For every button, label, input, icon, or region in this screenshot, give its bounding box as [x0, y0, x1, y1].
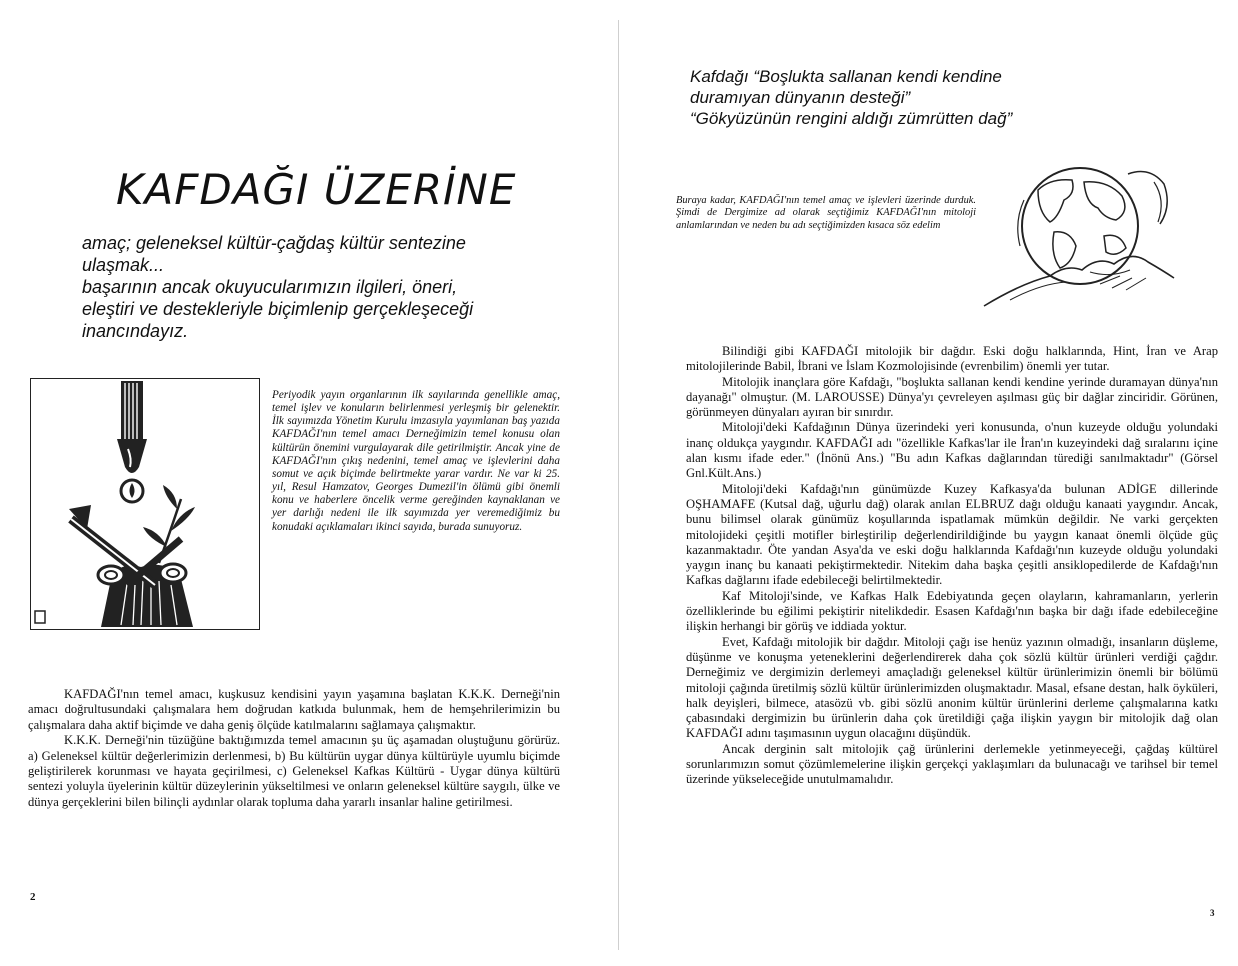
paragraph: Evet, Kafdağı mitolojik bir dağdır. Mitoloji çağı ise henüz yazının olmadığı, insanların düşleme, düşünme ve konuşma yeteneklerini değerlendirerek daha çok sözlü kültür ürünleri verdiği çağdır. Derneğimiz ve dergimizin derlemeyi amaçladığı geleneksel kültür ürünlerimizin önemli bir bölümü mitoloji çağında üretilmiş sözlü kültür ürünlerimizden oluşmaktadır. Masal, efsane destan, halk öyküleri, halk deyişleri, bilmece, atasözü vb. gibi sözlü anonim kültür ürünlerini derleme çalışmalarına katkı çabasındaki dergimizin bu ürünlerin daha çok üretildiği çağa ilişkin yaygın bir mitolojik dağ olan KAFDAĞI adını taşımasının uygun olacağını düşündük.	[686, 634, 1218, 741]
page-fold-divider	[618, 20, 619, 950]
paragraph: Mitoloji'deki Kafdağı'nın günümüzde Kuzey Kafkasya'da bulunan ADİGE dillerinde OŞHAMAFE (Kutsal dağ, uğurlu dağ) olarak anılan ELBRUZ dağı olduğu kanaati yaygındır. Ancak, bunu bilimsel olarak günümüz koşullarında ispatlamak mümkün değildir. Ne varki gerçekten mitolojideki çeşitli motifler birleştirilip değerlendirildiğinde bu yaygın kanaat önemli ölçüde güç kazanmaktadır. Öte yandan Asya'da ve eski doğu halklarında Kafdağı'nın kuzeyde olduğu yolundaki yaygın inanç bu kanaati pekiştirmektedir. Nitekim daha başka çeşitli ansiklopedilerde de Kafdağı'nın Kafkas dağlarını ifade edebileceği belirtilmektedir.	[686, 481, 1218, 588]
page-number: 2	[30, 891, 36, 903]
intro-line: eleştiri ve destekleriyle biçimlenip gerçekleşeceği	[82, 299, 474, 319]
intro-line: ulaşmak...	[82, 255, 165, 275]
epigraph	[690, 66, 1160, 129]
right-page	[620, 0, 1238, 966]
paragraph: K.K.K. Derneği'nin tüzüğüne baktığımızda temel amacının şu üç aşamadan oluştuğunu görürüz. a) Geleneksel kültür değerlerimizin derlenmesi, b) Bu kültürün uygar dünya kültürüyle uyumlu biçimde geliştirilerek korunması ve hayata geçirilmesi, c) Geleneksel Kafkas Kültürü - Uygar dünya kültürü sentezi yoluyla üyelerinin kültür düzeylerinin yükseltilmesi ve onların geleneksel kültüre saygılı, ülke ve dünya gerçeklerini bilen bilinçli aydınlar olarak topluma daha yararlı insanlar haline getirilmesi.	[28, 733, 560, 809]
paragraph: Mitolojik inançlara göre Kafdağı, "boşlukta sallanan kendi kendine yerinde duramayan dünya'nın dayanağı" olmuştur. (M. LAROUSSE) Dünya'yı çevreleyen aşılması güç bir dağlar zinciridir. Görünen, görünmeyen dünyaları ayıran bir sınırdır.	[686, 374, 1218, 420]
body-text-left	[28, 687, 560, 810]
side-caption: Periyodik yayın organlarının ilk sayılarında genellikle amaç, temel işlev ve konuların belirlenmesi yerleşmiş bir gelenektir. İlk sayımızda Yönetim Kurulu imzasıyla yayımlanan baş yazıda KAFDAĞI'nın temel amacı Derneğimizin temel konusu olan kültürün önemini vurgulayarak dile getirilmiştir. Ancak yine de KAFDAĞI'nın çıkış nedenini, temel amaç ve işlevlerini daha somut ve açık biçimde belirtmekte yarar vardır. Ne var ki 25. yıl, Resul Hamzatov, Georges Dumezil'in ölümü gibi önemli konu ve haberlere öncelik verme gereğinden kaynaklanan ve yer darlığı nedeni ile ilk sayımızda yer veremediğimiz bu konudaki açıklamaları ikinci sayıda, burada sunuyoruz.	[272, 389, 560, 533]
paragraph: Bilindiği gibi KAFDAĞI mitolojik bir dağdır. Eski doğu halklarında, Hint, İran ve Arap mitolojilerinde Babil, İbrani ve İslam Kozmolojisinde (evrenbilim) önemli yer tutar.	[686, 344, 1218, 374]
paragraph: Ancak derginin salt mitolojik çağ ürünlerini derlemekle yetinmeyeceği, çağdaş kültürel sorunlarımızın somut çözümlemelerine ilişkin gerçekçi yaklaşımları da bulunacağı ve tarihsel bir temel üzerinde yükseleceğide unutulmamalıdır.	[686, 741, 1218, 787]
epigraph-line: Kafdağı “Boşlukta sallanan kendi kendine	[690, 67, 1002, 86]
paragraph: KAFDAĞI'nın temel amacı, kuşkusuz kendisini yayın yaşamına başlatan K.K.K. Derneği'nin amacı doğrultusundaki çalışmalara hem doğrudan katkıda bulunmak, hem de hemşehrilerimizin bu çalışmalara daha aktif biçimde ve daha geniş ölçüde katılmalarını sağlamaya çalışmaktır.	[28, 687, 560, 732]
globe-mountain-illustration	[980, 160, 1176, 312]
body-text-right	[686, 344, 1218, 788]
paragraph: Kaf Mitoloji'sinde, ve Kafkas Halk Edebiyatında geçen olayların, kahramanların, yerlerin özelliklerinde bu eğilimi pekiştirir nitelikdedir. Esasen Kafdağı'nın başka bir dağı ifade edebileceğine ilişkin herhangi bir görüş ve iddiada yoktur.	[686, 588, 1218, 634]
page-number: 3	[1210, 908, 1215, 918]
intro-line: amaç; geleneksel kültür-çağdaş kültür sentezine	[82, 233, 466, 253]
page-title: KAFDAĞI ÜZERİNE	[116, 165, 517, 214]
epigraph-line: “Gökyüzünün rengini aldığı zümrütten dağ”	[690, 109, 1013, 128]
intro-line: başarının ancak okuyucularımızın ilgileri, öneri,	[82, 277, 458, 297]
woodcut-drawing	[31, 379, 258, 628]
intro-statement	[82, 232, 552, 342]
globe-drawing	[980, 160, 1176, 312]
left-page	[0, 0, 618, 966]
intro-line: inancındayız.	[82, 321, 189, 341]
epigraph-line: duramıyan dünyanın desteği”	[690, 88, 911, 107]
woodcut-illustration	[30, 378, 260, 630]
paragraph: Mitoloji'deki Kafdağının Dünya üzerindeki yeri konusunda, o'nun kuzeyde olduğu yolundaki inanç oldukça yaygındır. KAFDAĞI adı "özellikle Kafkas'lar ile İran'ın kuzeyindeki dağ sıralarını içine alan kısmı ifade eder." (İnönü Ans.) "Bu adın Kafkas dağlarından türediği sanılmaktadır" (Görsel Gnl.Kült.Ans.)	[686, 420, 1218, 481]
intro-note: Buraya kadar, KAFDAĞI'nın temel amaç ve işlevleri üzerinde durduk. Şimdi de Dergimize ad olarak seçtiğimiz KAFDAĞI'nın mitoloji anlamlarından ve neden bu adı seçtiğimizden kısaca söz edelim	[676, 195, 976, 231]
